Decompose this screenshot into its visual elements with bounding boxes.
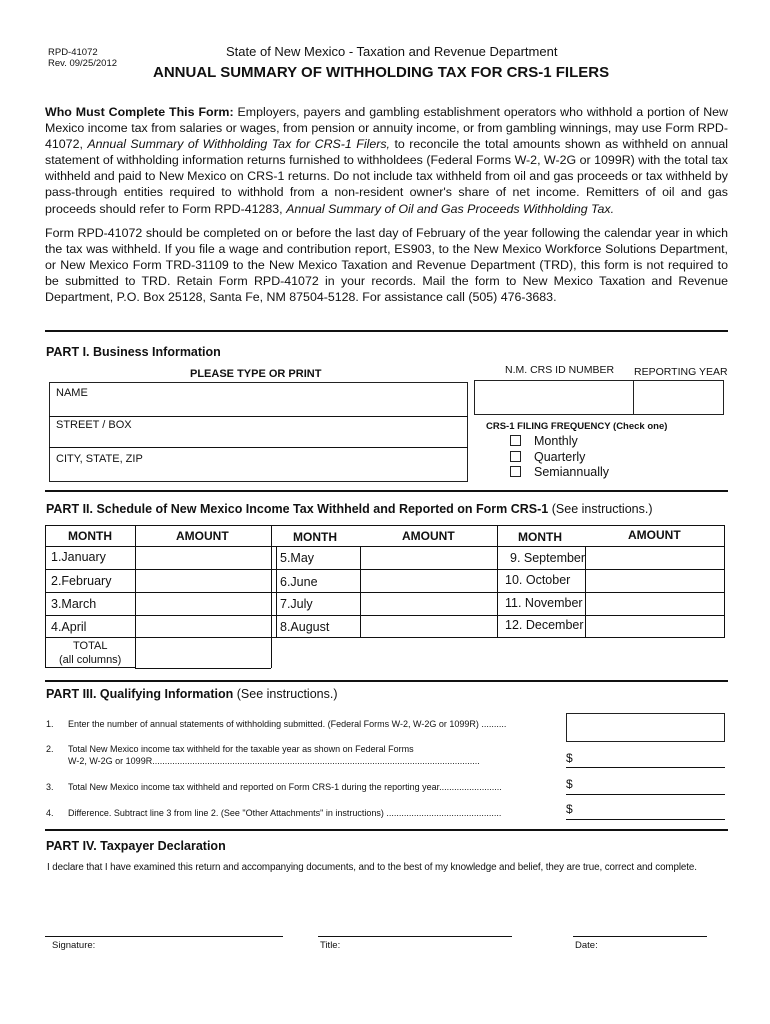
grid-line [276, 546, 277, 637]
line-number: 3. [46, 782, 54, 792]
month-label: 2.February [51, 574, 112, 588]
amount-june-field[interactable] [361, 570, 496, 591]
currency-symbol: $ [566, 777, 573, 791]
month-label: 12. December [505, 618, 584, 632]
form-title: ANNUAL SUMMARY OF WITHHOLDING TAX FOR CRS-1 FILERS [153, 64, 610, 81]
col-amount-header: AMOUNT [402, 529, 455, 543]
amount-january-field[interactable] [136, 547, 270, 568]
title-label: Title: [320, 940, 341, 951]
line-number: 2. [46, 744, 54, 754]
divider [45, 829, 728, 831]
total-amount-field[interactable] [136, 638, 270, 667]
line-number: 4. [46, 808, 54, 818]
month-label: 1.January [51, 550, 106, 564]
amount-august-field[interactable] [361, 616, 496, 636]
part2-heading-bold: PART II. Schedule of New Mexico Income Tax Withheld and Reported on Form CRS-1 [46, 502, 549, 516]
col-month-header: MONTH [518, 530, 562, 544]
grid-line [497, 525, 498, 637]
currency-symbol: $ [566, 751, 573, 765]
part4-heading: PART IV. Taxpayer Declaration [46, 839, 226, 853]
currency-symbol: $ [566, 802, 573, 816]
amount-september-field[interactable] [586, 547, 723, 568]
quarterly-checkbox[interactable] [510, 451, 521, 462]
who-text-2: to reconcile the total amounts shown as withheld on annual statement of withholding information returns furnished to withholdees (Federal Forms W-2, W-2G or 1099R) with the total tax withheld and paid to New Mexico on CRS-1 returns. Do not include tax withheld from oil and gas proceeds or tax withheld by pass-through entities required to withhold from a non-resident owner's share of net income. Remitters of oil and gas proceeds should refer to Form RPD-41283, [45, 137, 728, 216]
divider [49, 416, 468, 417]
declaration-text: I declare that I have examined this return and accompanying documents, and to the best of my knowledge and belief, they are true, correct and complete. [47, 862, 697, 873]
department-name: State of New Mexico - Taxation and Revenue Department [226, 44, 558, 59]
col-amount-header: AMOUNT [176, 529, 229, 543]
total-sublabel: (all columns) [59, 654, 122, 666]
reporting-year-field[interactable] [633, 380, 724, 415]
grid-line [45, 525, 725, 526]
month-label: 3.March [51, 597, 97, 611]
city-label: CITY, STATE, ZIP [56, 453, 143, 465]
part1-heading: PART I. Business Information [46, 345, 221, 359]
form-revision: Rev. 09/25/2012 [48, 58, 118, 69]
line2-text-cont: W-2, W-2G or 1099R................................................................................................................................... [68, 756, 480, 766]
total-label: TOTAL [73, 640, 108, 652]
line1-field[interactable] [566, 713, 725, 742]
who-text-1: Employers, payers and gambling establishment operators who withhold a portion of New Mexico income tax from salaries or wages, from pension or annuity income, or from gambling winnings, may use Form RPD-41072, [45, 105, 728, 152]
grid-line [45, 637, 46, 667]
amount-december-field[interactable] [586, 616, 723, 636]
grid-line [135, 668, 271, 669]
reporting-year-label: REPORTING YEAR [634, 366, 728, 378]
form-number: RPD-41072 [48, 47, 98, 58]
line4-text: Difference. Subtract line 3 from line 2. (See "Other Attachments" in instructions) .............................................. [68, 808, 502, 818]
date-line[interactable] [573, 936, 707, 937]
filing-frequency-label: CRS-1 FILING FREQUENCY (Check one) [486, 421, 668, 432]
grid-line [45, 525, 46, 637]
part2-heading [46, 502, 652, 516]
line-number: 1. [46, 719, 54, 729]
month-label: 10. October [505, 573, 571, 587]
amount-april-field[interactable] [136, 616, 270, 636]
month-label: 5.May [280, 551, 315, 565]
line1-text: Enter the number of annual statements of withholding submitted. (Federal Forms W-2, W-2G or 1099R) .......... [68, 719, 507, 729]
month-label: 11. November [505, 596, 583, 610]
who-must-complete [45, 104, 728, 217]
crs-id-label: N.M. CRS ID NUMBER [505, 364, 615, 376]
amount-july-field[interactable] [361, 593, 496, 614]
name-field[interactable] [50, 400, 467, 415]
part2-heading-note: (See instructions.) [551, 502, 653, 516]
line2-text: Total New Mexico income tax withheld for the taxable year as shown on Federal Forms [68, 744, 414, 754]
month-label: 6.June [280, 575, 318, 589]
name-label: NAME [56, 387, 88, 399]
divider [45, 680, 728, 682]
semiannually-label: Semiannually [534, 465, 610, 479]
part3-heading [46, 687, 338, 701]
date-label: Date: [575, 940, 598, 951]
who-label: Who Must Complete This Form: [45, 105, 234, 119]
signature-line[interactable] [45, 936, 283, 937]
part3-heading-bold: PART III. Qualifying Information [46, 687, 234, 701]
filing-instructions: Form RPD-41072 should be completed on or before the last day of February of the year following the calendar year in which the tax was withheld. If you file a wage and contribution report, ES903, to the New Mexico Workforce Solutions Department, or New Mexico Form TRD-31109 to the New Mexico Taxation and Revenue Department (TRD), this form is not required to be submitted to TRD. Retain Form RPD-41072 in your records. Mail the form to New Mexico Taxation and Revenue Department, P.O. Box 25128, Santa Fe, NM 87504-5128. For assistance call (505) 476-3683. [45, 226, 728, 305]
part3-heading-note: (See instructions.) [236, 687, 338, 701]
please-type-print: PLEASE TYPE OR PRINT [190, 368, 322, 380]
semiannually-checkbox[interactable] [510, 466, 521, 477]
line4-field[interactable] [566, 819, 725, 820]
amount-may-field[interactable] [361, 547, 496, 568]
amount-february-field[interactable] [136, 570, 270, 591]
city-state-zip-field[interactable] [50, 465, 467, 480]
col-month-header: MONTH [293, 530, 337, 544]
col-amount-header: AMOUNT [628, 528, 681, 542]
line3-field[interactable] [566, 794, 725, 795]
divider [45, 330, 728, 332]
who-italic-1: Annual Summary of Withholding Tax for CRS-1 Filers, [87, 137, 390, 152]
divider [49, 447, 468, 448]
month-label: 7.July [280, 597, 313, 611]
street-field[interactable] [50, 431, 467, 446]
monthly-checkbox[interactable] [510, 435, 521, 446]
monthly-label: Monthly [534, 434, 578, 448]
grid-line [271, 525, 272, 668]
amount-november-field[interactable] [586, 593, 723, 614]
month-label: 9. September [510, 551, 586, 565]
quarterly-label: Quarterly [534, 450, 586, 464]
line2-field[interactable] [566, 767, 725, 768]
grid-line [45, 667, 135, 668]
col-month-header: MONTH [68, 529, 112, 543]
signature-label: Signature: [52, 940, 96, 951]
amount-march-field[interactable] [136, 593, 270, 614]
line3-text: Total New Mexico income tax withheld and reported on Form CRS-1 during the reporting year......................... [68, 782, 502, 792]
divider [45, 490, 728, 492]
who-italic-2: Annual Summary of Oil and Gas Proceeds Withholding Tax. [286, 201, 615, 216]
month-label: 4.April [51, 620, 87, 634]
title-line[interactable] [318, 936, 512, 937]
street-label: STREET / BOX [56, 419, 132, 431]
grid-line [724, 525, 725, 637]
month-label: 8.August [280, 620, 330, 634]
crs-id-field[interactable] [474, 380, 634, 415]
amount-october-field[interactable] [586, 570, 723, 591]
